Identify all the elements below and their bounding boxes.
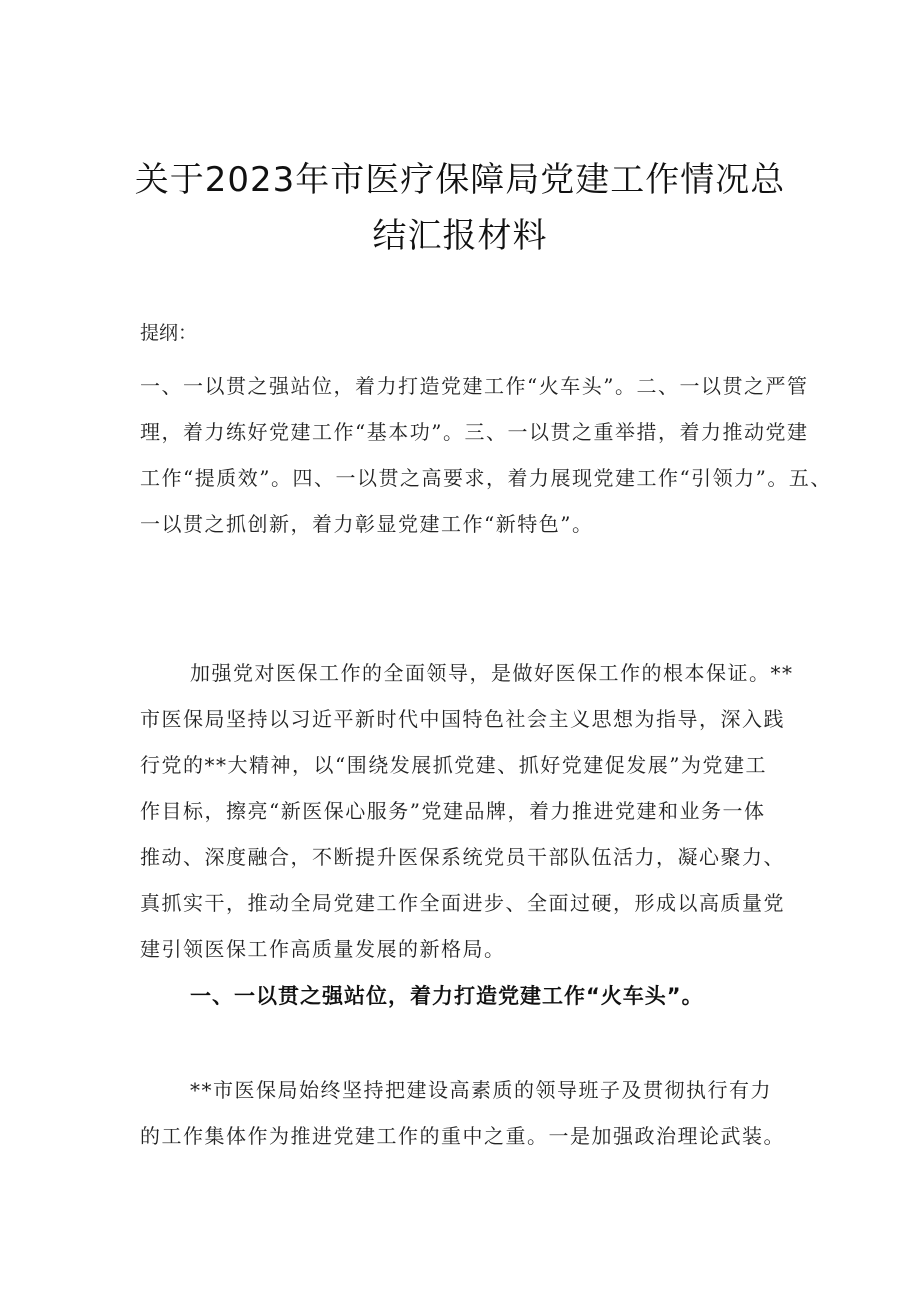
outline-line: 一以贯之抓创新，着力彰显党建工作“新特色”。: [140, 512, 594, 536]
intro-paragraph-line: 加强党对医保工作的全面领导，是做好医保工作的根本保证。**: [190, 661, 794, 685]
section-paragraph-line: **市医保局始终坚持把建设高素质的领导班子及贯彻执行有力: [190, 1078, 772, 1102]
intro-paragraph-line: 真抓实干，推动全局党建工作全面进步、全面过硬，形成以高质量党: [140, 891, 785, 915]
intro-paragraph-line: 建引领医保工作高质量发展的新格局。: [140, 937, 506, 961]
outline-label: 提纲：: [140, 322, 198, 344]
section-paragraph-line: 的工作集体作为推进党建工作的重中之重。一是加强政治理论武装。: [140, 1124, 785, 1148]
outline-line: 工作“提质效”。四、一以贯之高要求，着力展现党建工作“引领力”。五、: [140, 466, 832, 490]
outline-line: 一、一以贯之强站位，着力打造党建工作“火车头”。二、一以贯之严管: [140, 374, 809, 398]
intro-paragraph-line: 作目标，擦亮“新医保心服务”党建品牌，着力推进党建和业务一体: [140, 799, 766, 823]
intro-paragraph-line: 市医保局坚持以习近平新时代中国特色社会主义思想为指导，深入践: [140, 707, 785, 731]
intro-paragraph-line: 推动、深度融合，不断提升医保系统党员干部队伍活力，凝心聚力、: [140, 845, 785, 869]
document-title-line-2: 结汇报材料: [372, 216, 548, 256]
outline-line: 理，着力练好党建工作“基本功”。三、一以贯之重举措，着力推动党建: [140, 420, 809, 444]
intro-paragraph-line: 行党的**大精神，以“围绕发展抓党建、抓好党建促发展”为党建工: [140, 753, 767, 777]
section-heading: 一、一以贯之强站位，着力打造党建工作“火车头”。: [190, 984, 704, 1008]
document-title-line-1: 关于2023年市医疗保障局党建工作情况总: [134, 160, 786, 200]
